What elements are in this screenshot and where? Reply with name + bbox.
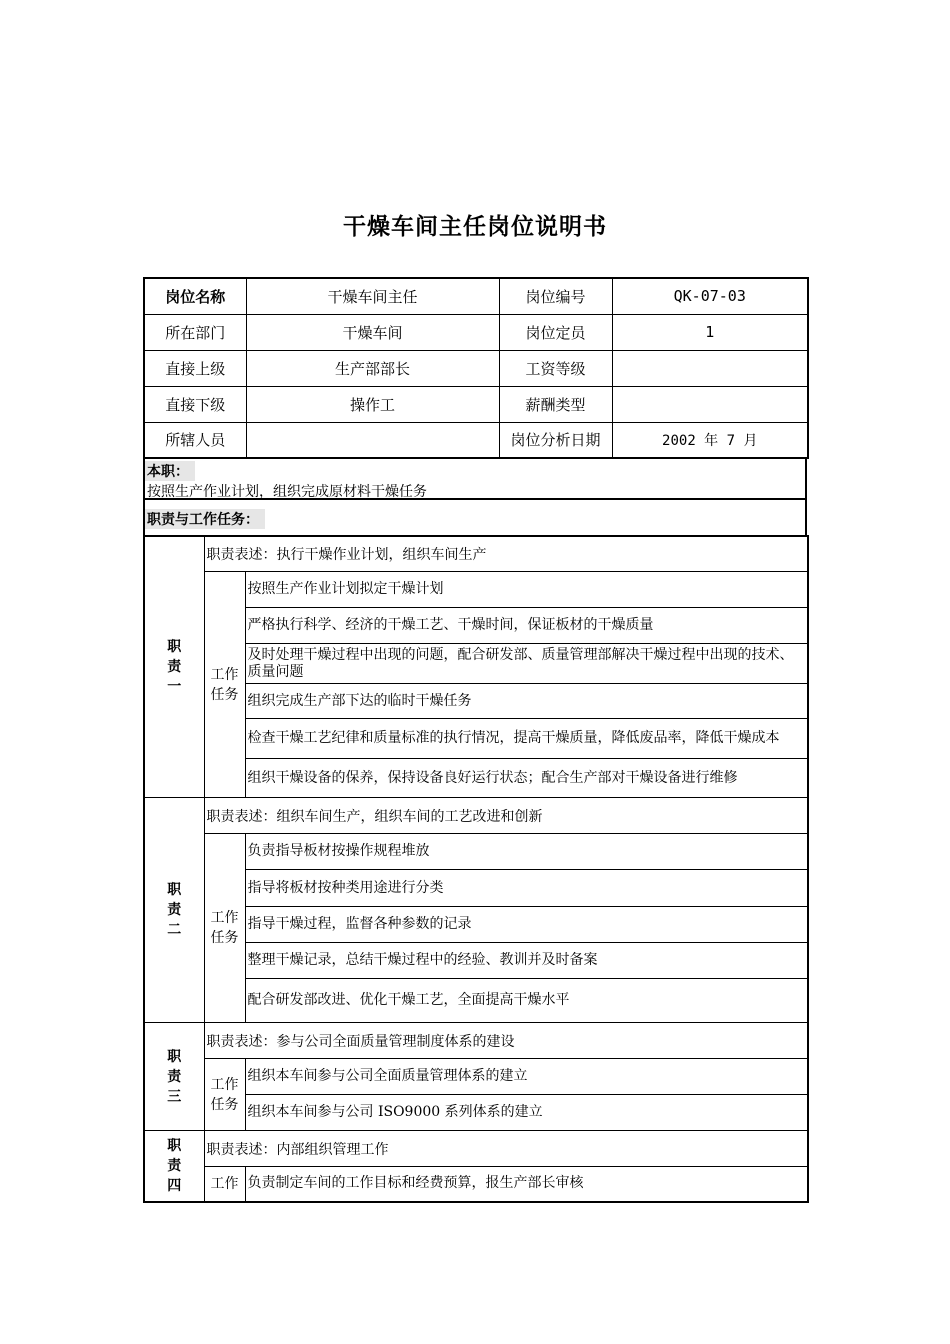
info-label: 薪酬类型 — [499, 386, 612, 422]
info-label: 工资等级 — [499, 350, 612, 386]
task-item: 检查干燥工艺纪律和质量标准的执行情况，提高干燥质量，降低废品率，降低干燥成本 — [245, 719, 808, 759]
duties-heading-section — [143, 500, 807, 537]
table-row — [144, 386, 808, 422]
task-item: 组织本车间参与公司全面质量管理体系的建立 — [245, 1059, 808, 1095]
task-item: 负责指导板材按操作规程堆放 — [245, 834, 808, 870]
info-label: 所辖人员 — [144, 422, 246, 458]
info-value: 生产部部长 — [246, 350, 499, 386]
info-value: 操作工 — [246, 386, 499, 422]
duty-name: 职责二 — [144, 798, 204, 1023]
info-value: 1 — [612, 314, 808, 350]
duty-description: 职责表述：执行干燥作业计划，组织车间生产 — [204, 536, 808, 572]
table-row — [144, 834, 808, 870]
benzhi-section — [143, 459, 807, 500]
task-item: 配合研发部改进、优化干燥工艺，全面提高干燥水平 — [245, 979, 808, 1023]
info-label: 直接上级 — [144, 350, 246, 386]
table-row — [144, 422, 808, 458]
task-item: 指导干燥过程，监督各种参数的记录 — [245, 907, 808, 943]
table-row — [144, 350, 808, 386]
info-value: QK-07-03 — [612, 278, 808, 314]
info-label: 岗位名称 — [144, 278, 246, 314]
benzhi-text: 按照生产作业计划，组织完成原材料干燥任务 — [147, 484, 427, 500]
work-task-label: 工作 — [204, 1167, 245, 1202]
task-item: 指导将板材按种类用途进行分类 — [245, 870, 808, 907]
duties-heading: 职责与工作任务： — [145, 509, 265, 529]
info-label: 所在部门 — [144, 314, 246, 350]
task-item: 负责制定车间的工作目标和经费预算，报生产部长审核 — [245, 1167, 808, 1202]
table-row — [144, 1131, 808, 1167]
duty-description: 职责表述：组织车间生产，组织车间的工艺改进和创新 — [204, 798, 808, 834]
info-label: 直接下级 — [144, 386, 246, 422]
benzhi-heading: 本职： — [145, 461, 195, 481]
basic-info-table — [143, 277, 809, 459]
task-item: 整理干燥记录，总结干燥过程中的经验、教训并及时备案 — [245, 943, 808, 979]
task-item: 及时处理干燥过程中出现的问题，配合研发部、质量管理部解决干燥过程中出现的技术、质量问题 — [245, 644, 808, 684]
duty-name: 职责三 — [144, 1023, 204, 1131]
info-value — [612, 386, 808, 422]
work-task-label: 工作任务 — [204, 1059, 245, 1131]
info-value — [246, 422, 499, 458]
info-label: 岗位分析日期 — [499, 422, 612, 458]
duty-name: 职责四 — [144, 1131, 204, 1202]
task-item: 组织完成生产部下达的临时干燥任务 — [245, 684, 808, 719]
table-row — [144, 536, 808, 572]
info-value: 干燥车间主任 — [246, 278, 499, 314]
task-item: 组织干燥设备的保养，保持设备良好运行状态；配合生产部对干燥设备进行维修 — [245, 759, 808, 798]
table-row — [144, 1167, 808, 1202]
page-title: 干燥车间主任岗位说明书 — [343, 214, 607, 240]
work-task-label: 工作任务 — [204, 834, 245, 1023]
table-row — [144, 314, 808, 350]
table-row — [144, 1023, 808, 1059]
table-row — [144, 572, 808, 608]
table-row — [144, 1059, 808, 1095]
task-item: 严格执行科学、经济的干燥工艺、干燥时间，保证板材的干燥质量 — [245, 608, 808, 644]
duty-name: 职责一 — [144, 536, 204, 798]
table-row — [144, 798, 808, 834]
duties-table — [143, 535, 809, 1203]
duty-description: 职责表述：参与公司全面质量管理制度体系的建设 — [204, 1023, 808, 1059]
table-row — [144, 278, 808, 314]
task-item: 组织本车间参与公司 ISO9000 系列体系的建立 — [245, 1095, 808, 1131]
task-item: 按照生产作业计划拟定干燥计划 — [245, 572, 808, 608]
info-label: 岗位编号 — [499, 278, 612, 314]
info-value — [612, 350, 808, 386]
work-task-label: 工作任务 — [204, 572, 245, 798]
duty-description: 职责表述：内部组织管理工作 — [204, 1131, 808, 1167]
info-value: 干燥车间 — [246, 314, 499, 350]
info-value: 2002 年 7 月 — [612, 422, 808, 458]
info-label: 岗位定员 — [499, 314, 612, 350]
